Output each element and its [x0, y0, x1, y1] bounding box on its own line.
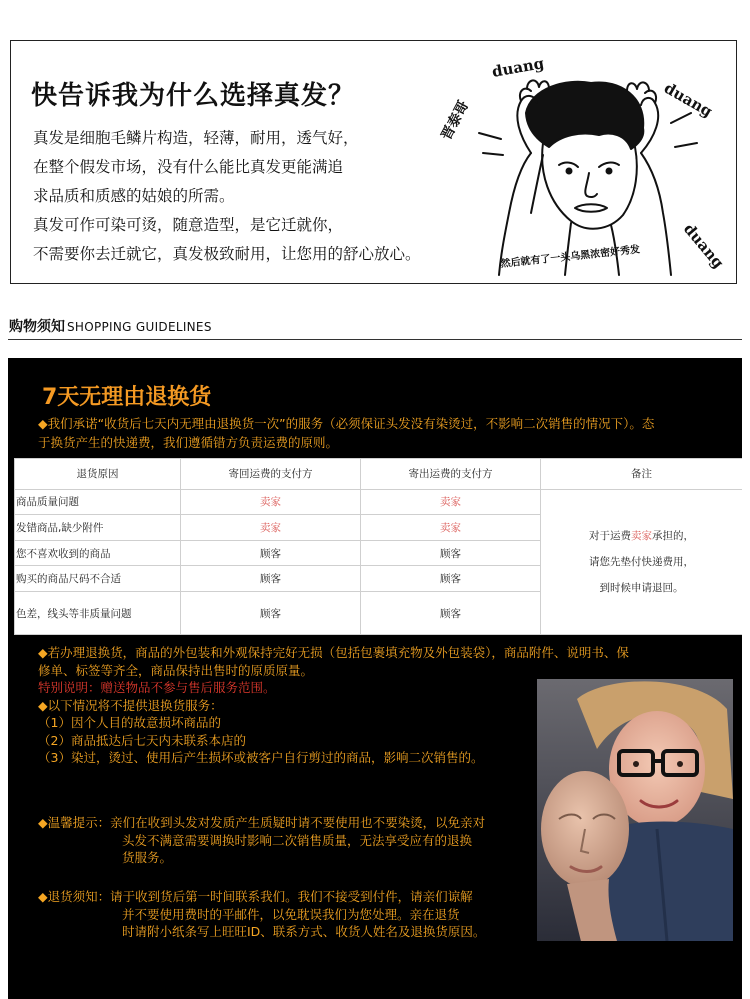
- table-header-row: [15, 459, 743, 490]
- table-cell-back: 顾客: [181, 540, 361, 566]
- note-text: 请您先垫付快递费用，: [589, 555, 694, 568]
- table-cell-back: 顾客: [181, 592, 361, 635]
- no-service-item: （3）染过，烫过、使用后产生损坏或被客户自行剪过的商品，影响二次销售的。: [38, 750, 484, 765]
- tip-block: [38, 814, 485, 867]
- policy-intro-line: 于换货产生的快递费，我们遵循错方负责运费的原则。: [38, 435, 339, 450]
- intro-line: 真发可作可染可烫，随意造型，是它迁就你，: [33, 216, 344, 234]
- no-service-item: （2）商品抵达后七天内未联系本店的: [38, 732, 246, 748]
- table-cell-back: 卖家: [181, 489, 361, 515]
- intro-box: [10, 40, 737, 284]
- tip-line: 货服务。: [122, 850, 173, 865]
- table-cell-out: 卖家: [361, 515, 541, 541]
- table-header: 寄回运费的支付方: [181, 459, 361, 490]
- note-text: 对于运费: [589, 529, 631, 542]
- intro-line: 真发是细胞毛鳞片构造，轻薄，耐用，透气好，: [33, 129, 359, 147]
- policy-title: 7天无理由退换货: [42, 385, 212, 410]
- guidelines-divider: [8, 339, 742, 340]
- duang-text: duang: [679, 220, 728, 272]
- table-cell-out: 顾客: [361, 540, 541, 566]
- table-note: [541, 489, 743, 634]
- no-service-title: ◆以下情况将不提供退换货服务：: [38, 697, 223, 713]
- table-cell-back: 顾客: [181, 566, 361, 592]
- table-cell-reason: 商品质量问题: [15, 489, 181, 515]
- table-cell-out: 顾客: [361, 592, 541, 635]
- meme-name: 晋泰哥: [438, 98, 473, 143]
- return-line: 请于收到货后第一时间联系我们。我们不接受到付件，请亲们谅解: [110, 889, 473, 904]
- table-cell-reason: 您不喜欢收到的商品: [15, 540, 181, 566]
- return-fee-table: [14, 458, 742, 635]
- tip-line: 亲们在收到头发对发质产生质疑时请不要使用也不要染烫，以免亲对: [110, 815, 486, 830]
- return-policy-panel: [8, 358, 742, 999]
- note-text: 承担的，: [652, 529, 694, 542]
- duang-text: duang: [661, 78, 716, 121]
- guidelines-title-cn: 购物须知: [9, 319, 65, 335]
- table-header: 备注: [541, 459, 743, 490]
- special-note: 特别说明：赠送物品不参与售后服务范围。: [38, 680, 276, 695]
- table-cell-out: 顾客: [361, 566, 541, 592]
- intro-title: 快告诉我为什么选择真发？: [31, 81, 356, 111]
- return-notice-block: [38, 888, 485, 941]
- intro-line: 在整个假发市场，没有什么能比真发更能满追: [33, 158, 344, 176]
- no-service-item: （1）因个人目的故意损坏商品的: [38, 715, 221, 730]
- intro-text: [33, 124, 463, 269]
- policy-intro: [38, 414, 742, 452]
- table-cell-out: 卖家: [361, 489, 541, 515]
- guidelines-header: [9, 316, 212, 336]
- table-cell-reason: 色差，线头等非质量问题: [15, 592, 181, 635]
- conditions-line: ◆若办理退换货，商品的外包装和外观保持完好无损（包括包裹填充物及外包装袋），商品附件、说明书、保: [38, 645, 629, 660]
- table-header: 寄出运费的支付方: [361, 459, 541, 490]
- intro-line: 不需要你去迁就它，真发极致耐用，让您用的舒心放心。: [33, 245, 421, 263]
- table-cell-back: 卖家: [181, 515, 361, 541]
- note-text: 到时候申请退回。: [599, 581, 684, 594]
- guidelines-title-en: SHOPPING GUIDELINES: [67, 320, 212, 334]
- tip-label: ◆温馨提示：: [38, 815, 111, 830]
- conditions-line: 修单、标签等齐全，商品保持出售时的原质原量。: [38, 662, 314, 678]
- meme-caption: 然后就有了一头乌黑浓密好秀发: [500, 244, 641, 270]
- policy-intro-line: ◆我们承诺“收货后七天内无理由退换货一次”的服务（必须保证头发没有染烫过，不影响二次销售的情况下）。态: [38, 416, 655, 431]
- tip-line: 头发不满意需要调换时影响二次销售质量，无法享受应有的退换: [122, 832, 473, 848]
- return-line: 并不要使用费时的平邮件，以免耽误我们为您处理。亲在退货: [122, 906, 460, 922]
- table-cell-reason: 发错商品,缺少附件: [15, 515, 181, 541]
- table-row: [15, 489, 743, 515]
- return-label: ◆退货须知：: [38, 889, 111, 904]
- hair-meme-illustration: [431, 43, 731, 281]
- woman-with-mannequin-photo: [537, 679, 733, 941]
- intro-line: 求品质和质感的姑娘的所需。: [33, 187, 235, 205]
- note-seller: 卖家: [631, 529, 652, 542]
- table-cell-reason: 购买的商品尺码不合适: [15, 566, 181, 592]
- duang-text: duang: [490, 54, 546, 81]
- table-header: 退货原因: [15, 459, 181, 490]
- return-line: 时请附小纸条写上旺旺ID、联系方式、收货人姓名及退换货原因。: [122, 924, 486, 939]
